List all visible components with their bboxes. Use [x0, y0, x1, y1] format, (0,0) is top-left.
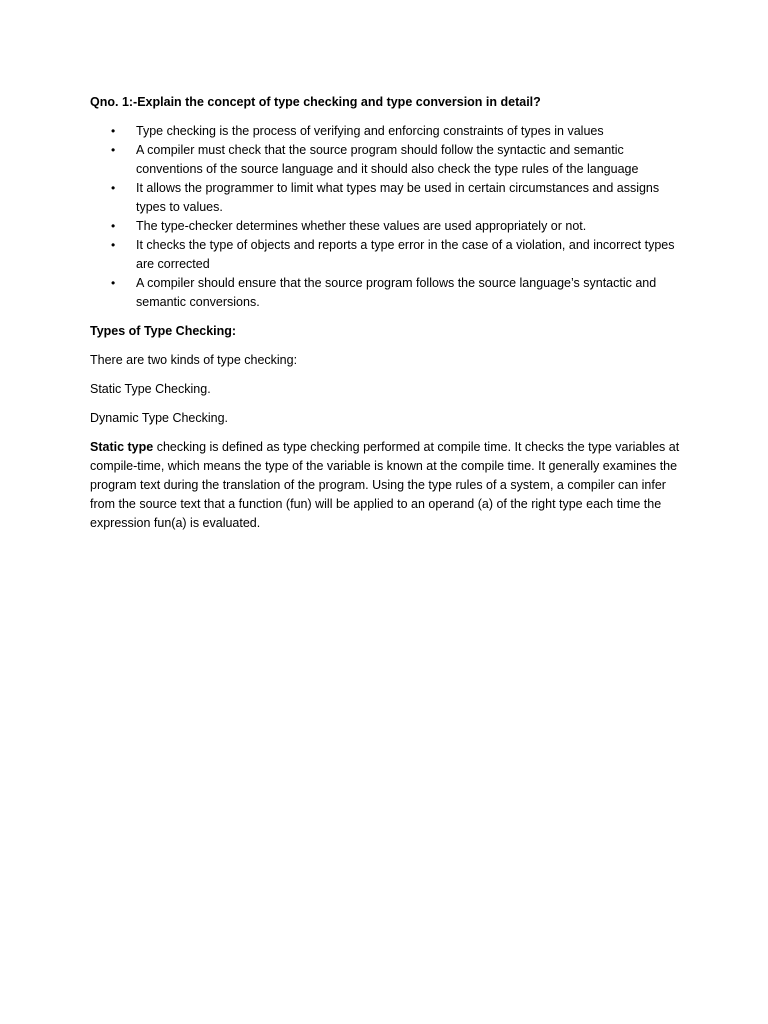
bullet-icon: • — [111, 276, 116, 290]
types-heading: Types of Type Checking: — [90, 324, 237, 338]
list-item-text: The type-checker determines whether these values are used appropriately or not. — [136, 219, 587, 233]
list-item-text: A compiler should ensure that the source program follows the source language’s syntactic and semantic conversions. — [136, 276, 657, 309]
kind-static: Static Type Checking. — [90, 382, 211, 396]
list-item — [90, 236, 690, 274]
list-item — [90, 217, 690, 236]
bullet-list — [90, 122, 690, 312]
list-item-text: A compiler must check that the source program should follow the syntactic and semantic conventions of the source language and it should also check the type rules of the language — [136, 143, 639, 176]
kinds-intro: There are two kinds of type checking: — [90, 353, 298, 367]
kind-dynamic: Dynamic Type Checking. — [90, 411, 229, 425]
static-type-paragraph — [90, 438, 690, 533]
bullet-icon: • — [111, 219, 116, 233]
bullet-icon: • — [111, 238, 116, 252]
document-page — [90, 93, 690, 543]
bullet-icon: • — [111, 143, 116, 157]
list-item — [90, 179, 690, 217]
bullet-icon: • — [111, 124, 116, 138]
list-item-text: It allows the programmer to limit what types may be used in certain circumstances and assigns types to values. — [136, 181, 660, 214]
list-item — [90, 274, 690, 312]
list-item-text: Type checking is the process of verifying and enforcing constraints of types in values — [136, 124, 604, 138]
list-item — [90, 141, 690, 179]
list-item-text: It checks the type of objects and reports a type error in the case of a violation, and incorrect types are corrected — [136, 238, 675, 271]
question-heading: Qno. 1:-Explain the concept of type checking and type conversion in detail? — [90, 95, 541, 109]
static-type-term: Static type — [90, 440, 154, 454]
static-type-description: checking is defined as type checking performed at compile time. It checks the type variables at compile-time, which means the type of the variable is known at the compile time. It generally examines the program text during the translation of the program. Using the type rules of a system, a compiler can infer from the source text that a function (fun) will be applied to an operand (a) of the right type each time the expression fun(a) is evaluated. — [90, 440, 680, 530]
bullet-icon: • — [111, 181, 116, 195]
list-item — [90, 122, 690, 141]
